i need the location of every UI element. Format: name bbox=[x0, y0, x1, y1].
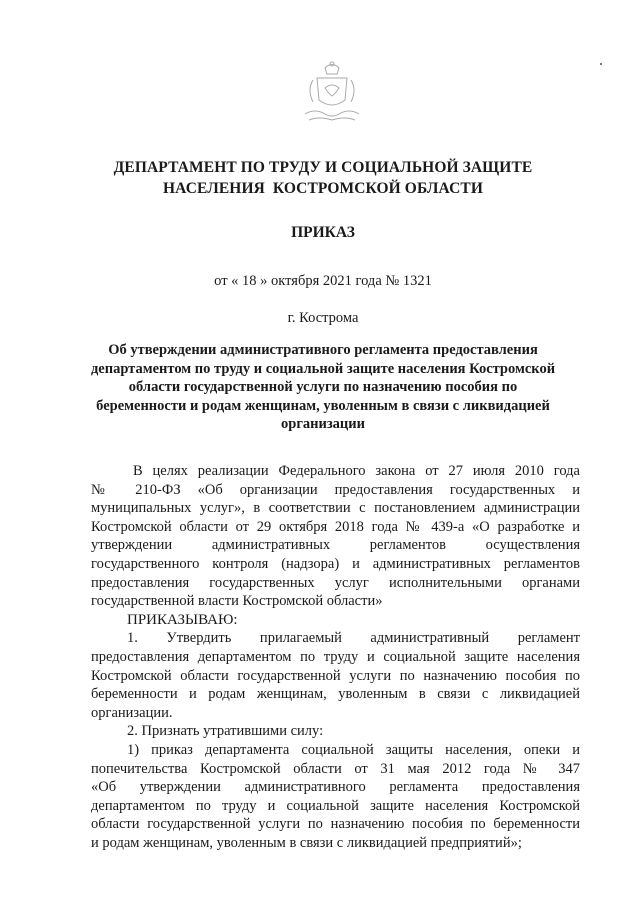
item-1-line: организации. bbox=[91, 704, 173, 721]
city-name: г. Кострома bbox=[287, 310, 359, 326]
subject-line: организации bbox=[281, 416, 365, 433]
body-line: государственного контроля (надзора) и административных регламентов bbox=[91, 555, 580, 572]
order-date-number: от « 18 » октября 2021 года № 1321 bbox=[214, 273, 432, 289]
item-2-1-line: 1) приказ департамента социальной защиты населения, опеки и bbox=[127, 741, 580, 758]
item-1-line: предоставления департаментом по труду и социальной защите населения bbox=[91, 648, 580, 665]
order-subject bbox=[60, 341, 586, 434]
order-body-text bbox=[91, 462, 580, 852]
department-line-2: НАСЕЛЕНИЯ КОСТРОМСКОЙ ОБЛАСТИ bbox=[163, 180, 483, 197]
item-1-line: Костромской области государственной услуги по назначению пособия по bbox=[91, 667, 580, 684]
document-type-title: ПРИКАЗ bbox=[291, 224, 355, 241]
subject-line: беременности и родам женщинам, уволенным в связи с ликвидацией bbox=[96, 397, 550, 414]
subject-line: Об утверждении административного регламента предоставления bbox=[108, 342, 538, 358]
department-heading bbox=[60, 157, 586, 199]
body-line: № 210-ФЗ «Об организации предоставления государственных и bbox=[91, 481, 580, 498]
body-line: В целях реализации Федерального закона от 27 июля 2010 года bbox=[133, 463, 580, 479]
item-1-line: 1. Утвердить прилагаемый административный регламент bbox=[127, 630, 580, 647]
subject-line: области государственной услуги по назначению пособия по bbox=[128, 379, 518, 396]
item-2-1-line: и родам женщинам, уволенным в связи с ликвидацией предприятий»; bbox=[91, 834, 522, 851]
item-2-1-line: «Об утверждении административного регламента предоставления bbox=[91, 779, 580, 796]
body-line: утверждении административных регламентов осуществления bbox=[91, 537, 580, 554]
item-1-line: беременности и родам женщинам, уволенным в связи с ликвидацией bbox=[91, 686, 580, 703]
body-line: государственной власти Костромской области» bbox=[91, 593, 383, 610]
body-line: муниципальных услуг», в соответствии с постановлением администрации bbox=[91, 500, 580, 517]
body-line: Костромской области от 29 октября 2018 года № 439-а «О разработке и bbox=[91, 518, 580, 535]
body-line: предоставления государственных услуг исполнительными органами bbox=[91, 574, 580, 591]
item-2-line: 2. Признать утратившими силу: bbox=[127, 723, 324, 740]
coat-of-arms-emblem bbox=[295, 58, 369, 130]
item-2-1-line: области государственной услуги по назначению пособия по беременности bbox=[91, 816, 580, 833]
item-2-1-line: попечительства Костромской области от 31 мая 2012 года № 347 bbox=[91, 760, 580, 777]
subject-line: департаментом по труду и социальной защите населения Костромской bbox=[90, 360, 556, 377]
department-line-1: ДЕПАРТАМЕНТ ПО ТРУДУ И СОЦИАЛЬНОЙ ЗАЩИТЕ bbox=[113, 159, 533, 176]
item-2-1-line: департаментом по труду и социальной защите населения Костромской bbox=[91, 797, 580, 814]
order-command: ПРИКАЗЫВАЮ: bbox=[127, 611, 238, 628]
scan-speck bbox=[600, 63, 602, 65]
